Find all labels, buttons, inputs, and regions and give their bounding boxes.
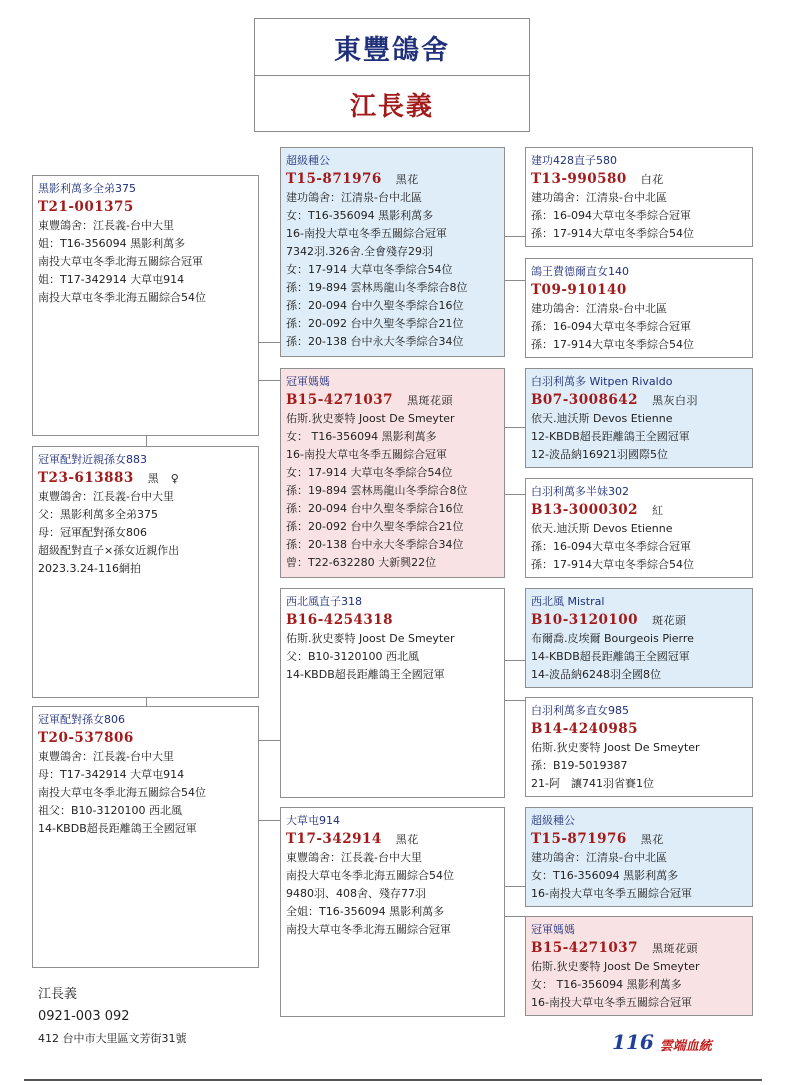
owner-contact (38, 984, 187, 1050)
pigeon-color: 黑斑花頭 (652, 942, 699, 955)
info-line: 2023.3.24-116網拍 (38, 562, 141, 575)
info-line: 16-南投大草屯冬季五關綜合冠軍 (531, 996, 692, 1009)
info-line: 佑斯.狄史麥特 Joost De Smeyter (531, 960, 700, 973)
logo-text: 雲端血統 (659, 1039, 712, 1054)
pigeon-title: 冠軍配對近親孫女883 (38, 453, 147, 466)
ring-number: T23-613883 黑 ♀ (38, 470, 180, 486)
info-line: 建功鴿舍：江清泉-台中北區 (531, 191, 667, 204)
info-line: 建功鴿舍：江清泉-台中北區 (286, 191, 422, 204)
info-line: 孫：16-094大草屯冬季綜合冠軍 (531, 320, 691, 333)
pigeon-card-m2-dam (280, 807, 505, 1017)
pigeon-title: 白羽利萬多半妹302 (531, 485, 629, 498)
info-line: 母：冠軍配對孫女806 (38, 526, 147, 539)
info-line: 7342羽.326舍.全會殘存29羽 (286, 245, 433, 258)
info-line: 女： T16-356094 黑影利萬多 (531, 978, 682, 991)
connector (505, 916, 525, 917)
ring-number: T13-990580 白花 (531, 171, 664, 187)
info-line: 布爾喬.皮埃爾 Bourgeois Pierre (531, 632, 694, 645)
info-line: 12-波品納16921羽國際5位 (531, 448, 668, 461)
info-line: 佑斯.狄史麥特 Joost De Smeyter (531, 741, 700, 754)
ring-number: T15-871976 黑花 (286, 171, 419, 187)
info-line: 孫：17-914大草屯冬季綜合54位 (531, 227, 694, 240)
footer-divider (24, 1079, 762, 1081)
info-line: 12-KBDB超長距離鴿王全國冠軍 (531, 430, 690, 443)
info-line: 姐：T17-342914 大草屯914 (38, 273, 185, 286)
pigeon-title: 西北風 Mistral (531, 595, 605, 608)
info-line: 姐：T16-356094 黑影利萬多 (38, 237, 186, 250)
ring-number: T09-910140 (531, 282, 627, 298)
connector (505, 660, 525, 661)
pigeon-title: 西北風直子318 (286, 595, 362, 608)
info-line: 孫：20-138 台中永大冬季綜合34位 (286, 538, 464, 551)
connector (146, 698, 147, 706)
info-line: 女： T16-356094 黑影利萬多 (286, 430, 437, 443)
connector (505, 280, 525, 281)
pigeon-title: 冠軍媽媽 (531, 923, 575, 936)
pigeon-title: 冠軍媽媽 (286, 375, 330, 388)
info-line: 女：T16-356094 黑影利萬多 (286, 209, 434, 222)
info-line: 孫：17-914大草屯冬季綜合54位 (531, 558, 694, 571)
info-line: 依天.迪沃斯 Devos Etienne (531, 412, 673, 425)
logo-number: 116 (612, 1030, 654, 1054)
ring-number: T15-871976 黑花 (531, 831, 664, 847)
info-line: 全姐：T16-356094 黑影利萬多 (286, 905, 445, 918)
loft-name: 東豐鴿舍 (255, 19, 529, 76)
pigeon-color: 黑灰白羽 (652, 394, 699, 407)
info-line: 孫：20-092 台中久聖冬季綜合21位 (286, 520, 464, 533)
pigeon-title: 白羽利萬多 Witpen Rivaldo (531, 375, 673, 388)
pigeon-card-mate1 (32, 446, 259, 698)
info-line: 南投大草屯冬季北海五關綜合54位 (286, 869, 454, 882)
pigeon-color: 斑花頭 (652, 614, 687, 627)
info-line: 9480羽、408舍、殘存77羽 (286, 887, 426, 900)
pigeon-title: 鴿王費德爾直女140 (531, 265, 629, 278)
pigeon-color: 黑 ♀ (147, 472, 180, 485)
ring-number: B13-3000302 紅 (531, 502, 664, 518)
pedigree-header (254, 18, 530, 132)
connector (505, 886, 525, 887)
info-line: 東豐鴿舍：江長義-台中大里 (286, 851, 422, 864)
info-line: 南投大草屯冬季北海五關綜合54位 (38, 786, 206, 799)
connector (259, 740, 280, 741)
info-line: 14-波品納6248羽全國8位 (531, 668, 661, 681)
info-line: 建功鴿舍：江清泉-台中北區 (531, 851, 667, 864)
ring-number: B07-3008642 黑灰白羽 (531, 392, 699, 408)
pigeon-color: 黑斑花頭 (407, 394, 454, 407)
pigeon-card-dam (280, 368, 505, 578)
info-line: 建功鴿舍：江清泉-台中北區 (531, 302, 667, 315)
info-line: 母：T17-342914 大草屯914 (38, 768, 185, 781)
info-line: 祖父：B10-3120100 西北風 (38, 804, 182, 817)
ring-number: T21-001375 (38, 199, 134, 215)
connector (146, 436, 147, 446)
pigeon-title: 黑影利萬多全弟375 (38, 182, 136, 195)
info-line: 16-南投大草屯冬季五關綜合冠軍 (286, 448, 447, 461)
info-line: 14-KBDB超長距離鴿王全國冠軍 (286, 668, 445, 681)
info-line: 16-南投大草屯冬季五關綜合冠軍 (286, 227, 447, 240)
info-line: 孫：19-894 雲林馬龍山冬季綜合8位 (286, 484, 468, 497)
info-line: 南投大草屯冬季北海五關綜合冠軍 (286, 923, 451, 936)
info-line: 16-南投大草屯冬季五關綜合冠軍 (531, 887, 692, 900)
pigeon-card-sire-dam (525, 258, 753, 358)
pigeon-title: 超級種公 (286, 154, 330, 167)
ring-number: B10-3120100 斑花頭 (531, 612, 687, 628)
ring-number: T17-342914 黑花 (286, 831, 419, 847)
pigeon-color: 黑花 (640, 833, 664, 846)
pigeon-title: 大草屯914 (286, 814, 340, 827)
info-line: 父：B10-3120100 西北風 (286, 650, 419, 663)
pigeon-card-mate2 (32, 706, 259, 968)
pigeon-card-sire (280, 147, 505, 357)
pigeon-card-sire-sire (525, 147, 753, 247)
owner-phone: 0921-003 092 (38, 1009, 130, 1024)
info-line: 佑斯.狄史麥特 Joost De Smeyter (286, 412, 455, 425)
info-line: 14-KBDB超長距離鴿王全國冠軍 (38, 822, 197, 835)
info-line: 孫：B19-5019387 (531, 759, 628, 772)
pigeon-color: 白花 (640, 173, 664, 186)
pigeon-card-dam-sire (525, 368, 753, 468)
info-line: 超級配對直子×孫女近親作出 (38, 544, 180, 557)
info-line: 孫：20-138 台中永大冬季綜合34位 (286, 335, 464, 348)
info-line: 東豐鴿舍：江長義-台中大里 (38, 750, 174, 763)
info-line: 南投大草屯冬季北海五關綜合54位 (38, 291, 206, 304)
pigeon-card-m2-dam-dam (525, 916, 753, 1016)
pigeon-card-dam-dam (525, 478, 753, 578)
pigeon-title: 超級種公 (531, 814, 575, 827)
connector (505, 700, 525, 701)
connector (259, 820, 280, 821)
info-line: 曾：T22-632280 大新興22位 (286, 556, 437, 569)
info-line: 孫：17-914大草屯冬季綜合54位 (531, 338, 694, 351)
ring-number: B15-4271037 黑斑花頭 (531, 940, 699, 956)
pigeon-card-m2-sire-sire (525, 588, 753, 688)
owner-name: 江長義 (349, 92, 434, 122)
pigeon-title: 建功428直子580 (531, 154, 617, 167)
info-line: 14-KBDB超長距離鴿王全國冠軍 (531, 650, 690, 663)
info-line: 南投大草屯冬季北海五關綜合冠軍 (38, 255, 203, 268)
info-line: 孫：16-094大草屯冬季綜合冠軍 (531, 209, 691, 222)
pigeon-color: 紅 (652, 504, 664, 517)
pigeon-title: 白羽利萬多直女985 (531, 704, 629, 717)
connector (259, 380, 280, 381)
ring-number: B14-4240985 (531, 721, 639, 737)
info-line: 孫：20-092 台中久聖冬季綜合21位 (286, 317, 464, 330)
connector (505, 494, 525, 495)
info-line: 孫：20-094 台中久聖冬季綜合16位 (286, 299, 464, 312)
owner-contact-name: 江長義 (38, 987, 78, 1002)
info-line: 孫：19-894 雲林馬龍山冬季綜合8位 (286, 281, 468, 294)
pigeon-card-m2-sire-dam (525, 697, 753, 797)
info-line: 女：17-914 大草屯冬季綜合54位 (286, 466, 453, 479)
owner-address: 412 台中市大里區文芳街31號 (38, 1032, 187, 1045)
info-line: 女：T16-356094 黑影利萬多 (531, 869, 679, 882)
brand-logo (612, 1030, 712, 1054)
info-line: 東豐鴿舍：江長義-台中大里 (38, 219, 174, 232)
connector (505, 236, 525, 237)
ring-number: B15-4271037 黑斑花頭 (286, 392, 454, 408)
info-line: 21-阿 讓741羽省賽1位 (531, 777, 654, 790)
info-line: 依天.迪沃斯 Devos Etienne (531, 522, 673, 535)
info-line: 孫：16-094大草屯冬季綜合冠軍 (531, 540, 691, 553)
info-line: 孫：20-094 台中久聖冬季綜合16位 (286, 502, 464, 515)
ring-number: T20-537806 (38, 730, 134, 746)
info-line: 父：黑影利萬多全弟375 (38, 508, 158, 521)
pigeon-card-m2-sire (280, 588, 505, 798)
ring-number: B16-4254318 (286, 612, 394, 628)
info-line: 東豐鴿舍：江長義-台中大里 (38, 490, 174, 503)
connector (259, 342, 280, 343)
pigeon-card-subject (32, 175, 259, 436)
pigeon-color: 黑花 (395, 833, 419, 846)
info-line: 佑斯.狄史麥特 Joost De Smeyter (286, 632, 455, 645)
pigeon-card-m2-dam-sire (525, 807, 753, 907)
pigeon-title: 冠軍配對孫女806 (38, 713, 125, 726)
connector (505, 427, 525, 428)
pigeon-color: 黑花 (395, 173, 419, 186)
info-line: 女：17-914 大草屯冬季綜合54位 (286, 263, 453, 276)
